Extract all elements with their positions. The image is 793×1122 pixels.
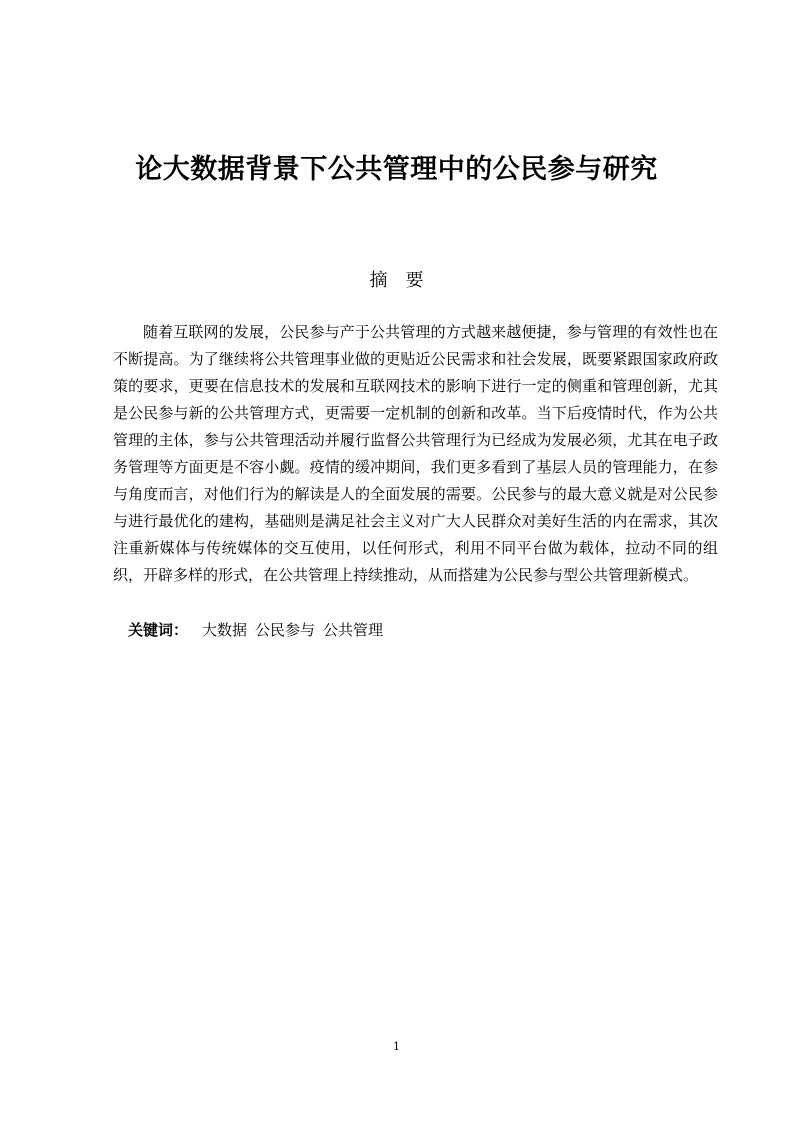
keyword-item: 大数据 <box>202 621 248 639</box>
abstract-heading: 摘要 <box>369 270 442 291</box>
keyword-item: 公共管理 <box>323 621 384 639</box>
abstract-body: 随着互联网的发展，公民参与产于公共管理的方式越来越便捷，参与管理的有效性也在不断提高。为了继续将公共管理事业做的更贴近公民需求和社会发展，既要紧跟国家政府政策的要求，更要在信息技术的发展和互联网技术的影响下进行一定的侧重和管理创新，尤其是公民参与新的公共管理方式，更需要一定机制的创新和改革。当下后疫情时代，作为公共管理的主体，参与公共管理活动并履行监督公共管理行为已经成为发展必须，尤其在电子政务管理等方面更是不容小觑。疫情的缓冲期间，我们更多看到了基层人员的管理能力，在参与角度而言，对他们行为的解读是人的全面发展的需要。公民参与的最大意义就是对公民参与进行最优化的建构，基础则是满足社会主义对广大人民群众对美好生活的内在需求，其次注重新媒体与传统媒体的交互使用，以任何形式，利用不同平台做为载体，拉动不同的组织，开辟多样的形式，在公共管理上持续推动，从而搭建为公民参与型公共管理新模式。 <box>113 323 718 584</box>
keywords-label: 关键词： <box>128 621 189 639</box>
page-number: 1 <box>393 1040 400 1053</box>
keywords-line <box>128 617 718 644</box>
keyword-item: 公民参与 <box>255 621 316 639</box>
paper-title: 论大数据背景下公共管理中的公民参与研究 <box>135 154 658 185</box>
